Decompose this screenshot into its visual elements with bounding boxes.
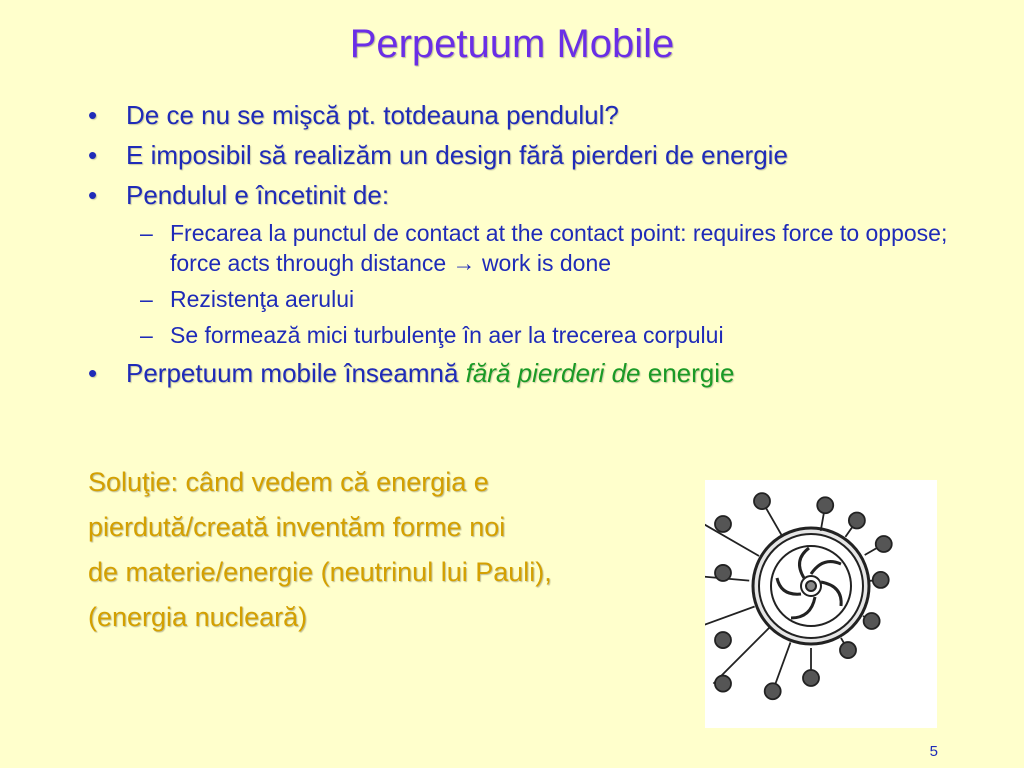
ball-icon xyxy=(765,683,781,699)
bullet-text-suffix: energie xyxy=(640,358,735,388)
bullet-item xyxy=(88,178,968,212)
bullet-dot-icon: • xyxy=(88,100,98,130)
slide-title: Perpetuum Mobile xyxy=(349,22,675,66)
bullet-dot-icon: • xyxy=(88,358,98,388)
bullet-text-prefix: Perpetuum mobile înseamnă xyxy=(126,358,466,388)
perpetual-motion-wheel-icon xyxy=(705,480,937,728)
sub-bullet-item xyxy=(88,320,968,350)
dash-icon: – xyxy=(140,322,153,348)
dash-icon: – xyxy=(140,220,153,246)
solution-text xyxy=(88,460,708,640)
bullet-text-emphasis: fără pierderi de xyxy=(465,358,641,388)
solution-line: Soluţie: când vedem că energia e xyxy=(88,467,489,497)
ball-icon xyxy=(873,572,889,588)
bullet-text: De ce nu se mişcă pt. totdeauna pendulul? xyxy=(126,100,619,130)
ball-icon xyxy=(849,512,865,528)
ball-icon xyxy=(715,676,731,692)
ball-icon xyxy=(715,565,731,581)
ball-icon xyxy=(754,493,770,509)
bullet-item xyxy=(88,98,968,132)
rod-line xyxy=(705,524,759,556)
bullet-item xyxy=(88,138,968,172)
ball-icon xyxy=(715,632,731,648)
ball-icon xyxy=(840,642,856,658)
sub-bullet-item xyxy=(88,284,968,314)
ball-icon xyxy=(803,670,819,686)
ball-icon xyxy=(715,516,731,532)
solution-line: de materie/energie (neutrinul lui Pauli), xyxy=(88,557,552,587)
page-number: 5 xyxy=(929,743,938,760)
bullet-list xyxy=(88,98,968,396)
ball-icon xyxy=(817,497,833,513)
solution-line: (energia nucleară) xyxy=(88,602,308,632)
bullet-dot-icon: • xyxy=(88,140,98,170)
ball-icon xyxy=(876,536,892,552)
dash-icon: – xyxy=(140,286,153,312)
bullet-dot-icon: • xyxy=(88,180,98,210)
sub-bullet-item xyxy=(88,218,968,278)
perpetual-motion-wheel-figure xyxy=(705,480,937,728)
bullet-item xyxy=(88,356,968,390)
solution-line: pierdută/creată inventăm forme noi xyxy=(88,512,506,542)
sub-bullet-text: Rezistenţa aerului xyxy=(170,286,355,312)
bullet-text: E imposibil să realizăm un design fără pierderi de energie xyxy=(126,140,788,170)
sub-bullet-text: Se formează mici turbulenţe în aer la trecerea corpului xyxy=(170,322,724,348)
sub-bullet-text: Frecarea la punctul de contact at the contact point: requires force to oppose; force acts through distance → work is done xyxy=(170,220,948,276)
bullet-text: Pendulul e încetinit de: xyxy=(126,180,390,210)
ball-icon xyxy=(864,613,880,629)
